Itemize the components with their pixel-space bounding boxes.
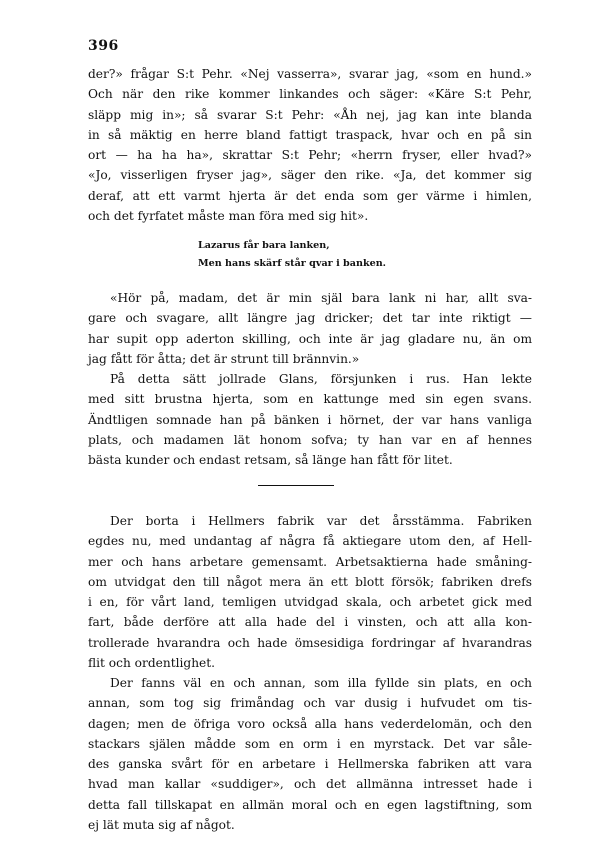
text-line: «Hör på, madam, det är min själ bara lank ni har, allt sva-: [110, 291, 532, 305]
text-line: in så mäktig en herre bland fattigt traspack, hvar och en på sin: [88, 127, 532, 142]
text-line: har supit opp aderton skilling, och inte är jag gladare nu, än om: [88, 331, 532, 346]
paragraph-3: [88, 369, 532, 470]
text-line: i en, för vårt land, temligen utvidgad skala, och arbetet gick med: [88, 595, 532, 610]
paragraph-5: [88, 673, 532, 835]
text-line: deraf, att ett varmt hjerta är det enda som ger värme i himlen,: [88, 188, 532, 203]
text-line: annan, som tog sig frimåndag och var dusig i hufvudet om tis-: [88, 696, 532, 711]
text-line: mer och hans arbetare gemensamt. Arbetsaktierna hade småning-: [88, 554, 532, 569]
text-line: om utvidgat den till något mera än ett blott försök; fabriken drefs: [88, 574, 532, 589]
text-line: plats, och madamen lät honom sofva; ty han var en af hennes: [88, 432, 532, 447]
text-line: och det fyrfatet måste man föra med sig hit».: [88, 209, 369, 224]
text-line: jag fått för åtta; det är strunt till brännvin.»: [88, 351, 360, 366]
text-line: dagen; men de öfriga voro också alla hans vederdelomän, och den: [88, 716, 532, 731]
text-line: detta fall tillskapat en allmän moral och en egen lagstiftning, som: [88, 797, 532, 812]
text-line: ej lät muta sig af något.: [88, 818, 235, 833]
paragraph-1: [88, 64, 532, 226]
text-line: Ändtligen somnade han på bänken i hörnet, der var hans vanliga: [88, 412, 532, 427]
text-line: släpp mig in»; så svarar S:t Pehr: «Åh nej, jag kan inte blanda: [88, 107, 532, 122]
text-line: På detta sätt jollrade Glans, försjunken i rus. Han lekte: [110, 372, 532, 386]
verse-quote: [198, 237, 386, 272]
paragraph-4: [88, 511, 532, 673]
text-line: fart, både derföre att alla hade del i vinsten, och att alla kon-: [88, 615, 532, 630]
text-line: egdes nu, med undantag af några få aktiegare utom den, af Hell-: [88, 534, 532, 549]
verse-line: Lazarus får bara lanken,: [198, 240, 330, 251]
text-line: gare och svagare, allt längre jag dricker; det tar inte riktigt —: [88, 311, 532, 326]
text-line: Der fanns väl en och annan, som illa fyllde sin plats, en och: [110, 676, 532, 690]
paragraph-2: [88, 288, 532, 369]
page-number: 396: [88, 38, 119, 54]
text-line: trollerade hvarandra och hade ömsesidiga fordringar af hvarandras: [88, 635, 532, 650]
verse-line: Men hans skärf står qvar i banken.: [198, 257, 387, 269]
text-line: Der borta i Hellmers fabrik var det årsstämma. Fabriken: [110, 514, 532, 528]
text-line: Och när den rike kommer linkandes och säger: «Käre S:t Pehr,: [88, 87, 532, 102]
text-line: bästa kunder och endast retsam, så länge han fått för litet.: [88, 453, 453, 468]
text-line: med sitt brustna hjerta, som en kattunge med sin egen svans.: [88, 392, 532, 407]
text-line: «Jo, visserligen fryser jag», säger den rike. «Ja, det kommer sig: [88, 168, 532, 183]
text-line: des ganska svårt för en arbetare i Hellmerska fabriken att vara: [88, 757, 532, 772]
section-divider: [258, 485, 334, 486]
text-line: der?» frågar S:t Pehr. «Nej vasserra», svarar jag, «som en hund.»: [88, 67, 532, 81]
text-line: stackars själen mådde som en orm i en myrstack. Det var såle-: [88, 736, 532, 751]
text-line: hvad man kallar «suddiger», och det allmänna intresset hade i: [88, 777, 532, 792]
text-line: flit och ordentlighet.: [88, 656, 216, 671]
text-line: ort — ha ha ha», skrattar S:t Pehr; «herrn fryser, eller hvad?»: [88, 148, 532, 163]
